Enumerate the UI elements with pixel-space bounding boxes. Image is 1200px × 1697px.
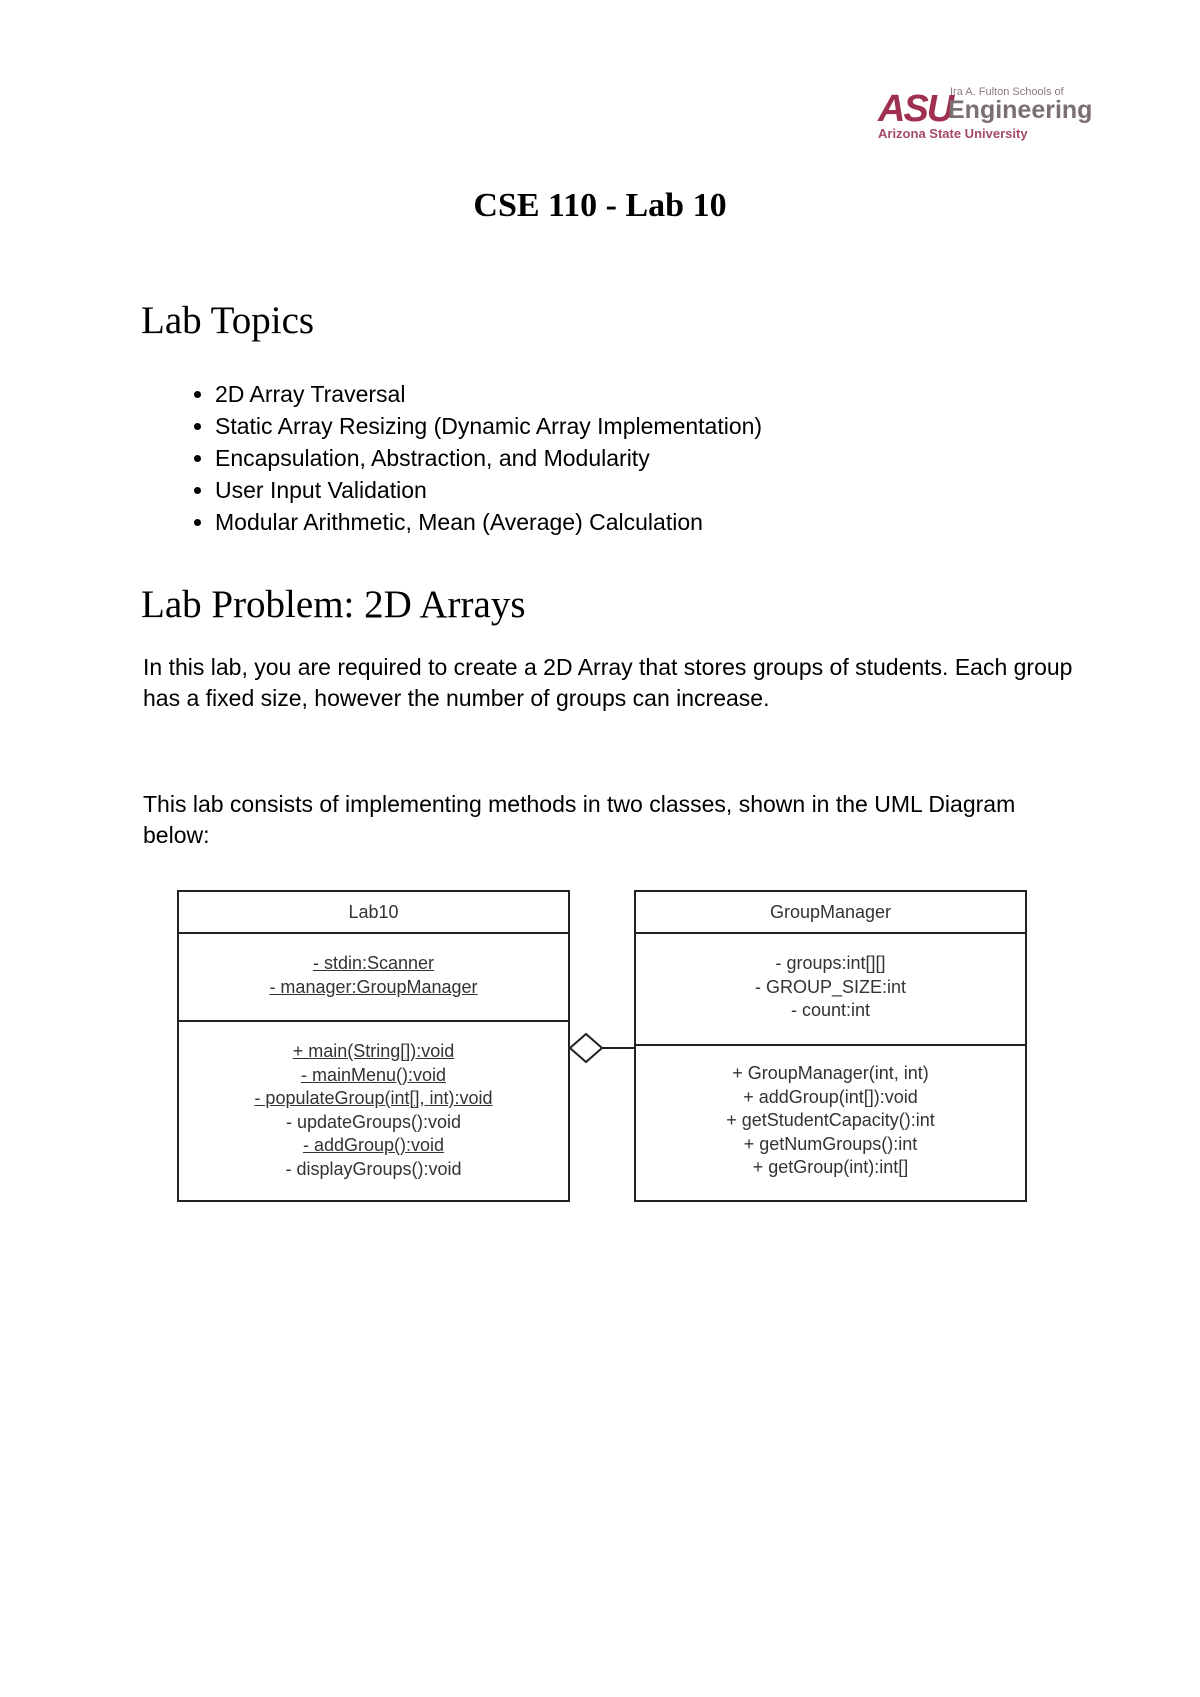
method: + main(String[]):void bbox=[292, 1041, 455, 1061]
attribute: - count:int bbox=[790, 1000, 871, 1020]
attribute: - stdin:Scanner bbox=[312, 953, 435, 973]
list-item: • User Input Validation bbox=[215, 474, 762, 506]
attribute: - GROUP_SIZE:int bbox=[754, 976, 907, 997]
class-name: Lab10 bbox=[179, 892, 568, 934]
class-name: GroupManager bbox=[636, 892, 1025, 934]
method: + getNumGroups():int bbox=[743, 1133, 918, 1154]
method: - mainMenu():void bbox=[300, 1064, 447, 1085]
lab-topics-heading: Lab Topics bbox=[141, 299, 315, 342]
aggregation-diamond-icon bbox=[570, 1034, 602, 1062]
logo-engineering-text: Engineering bbox=[948, 96, 1093, 124]
uml-class-group-manager bbox=[634, 890, 1027, 1202]
class-methods bbox=[636, 1046, 1025, 1180]
logo-school-text: Ira A. Fulton Schools of bbox=[950, 86, 1064, 98]
method: + getStudentCapacity():int bbox=[726, 1110, 935, 1130]
list-item: • Static Array Resizing (Dynamic Array Implementation) bbox=[215, 410, 762, 442]
problem-paragraph: In this lab, you are required to create a 2D Array that stores groups of students. Each group has a fixed size, however the number of groups can increase. bbox=[143, 654, 1073, 711]
uml-class-lab10 bbox=[177, 890, 570, 1202]
logo-university-text: Arizona State University bbox=[878, 126, 1028, 141]
lab-topics-list bbox=[141, 378, 762, 538]
aggregation-connector bbox=[570, 1028, 634, 1068]
asu-logo-mark: ASU bbox=[878, 88, 953, 130]
method: - displayGroups():void bbox=[285, 1158, 462, 1179]
asu-engineering-logo bbox=[878, 86, 1093, 142]
method: - populateGroup(int[], int):void bbox=[254, 1088, 493, 1108]
method: - addGroup():void bbox=[302, 1135, 445, 1155]
list-item: • Modular Arithmetic, Mean (Average) Calculation bbox=[215, 506, 762, 538]
lab-problem-heading: Lab Problem: 2D Arrays bbox=[141, 583, 526, 626]
uml-intro-paragraph: This lab consists of implementing methods in two classes, shown in the UML Diagram below: bbox=[143, 791, 1016, 848]
document-title: CSE 110 - Lab 10 bbox=[473, 187, 727, 224]
attribute: - manager:GroupManager bbox=[269, 976, 478, 997]
class-attributes bbox=[636, 934, 1025, 1046]
method: + GroupManager(int, int) bbox=[732, 1063, 929, 1083]
attribute: - groups:int[][] bbox=[775, 953, 886, 973]
class-methods bbox=[179, 1022, 568, 1181]
method: + addGroup(int[]):void bbox=[743, 1086, 918, 1107]
class-attributes bbox=[179, 934, 568, 1022]
method: - updateGroups():void bbox=[285, 1111, 462, 1132]
list-item: • Encapsulation, Abstraction, and Modularity bbox=[215, 442, 762, 474]
method: + getGroup(int):int[] bbox=[752, 1157, 909, 1177]
list-item: • 2D Array Traversal bbox=[215, 378, 762, 410]
